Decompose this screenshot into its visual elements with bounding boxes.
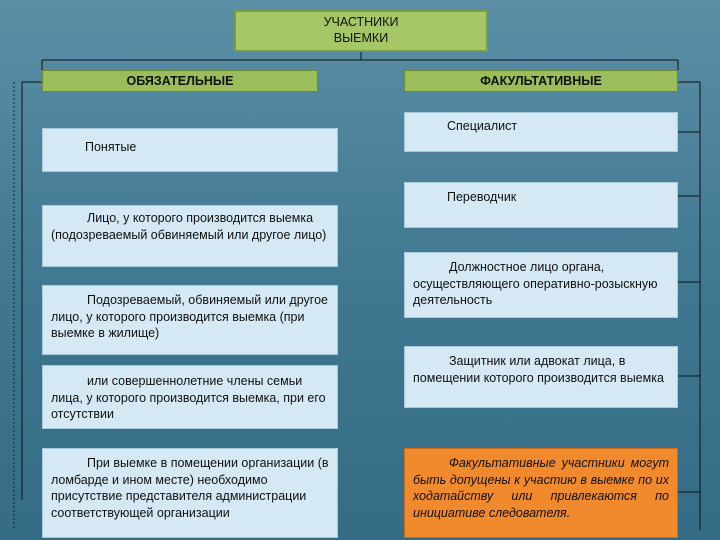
- optional-item-specialist: Специалист: [404, 112, 678, 152]
- category-mandatory: ОБЯЗАТЕЛЬНЫЕ: [42, 70, 318, 92]
- mandatory-item-witnesses: Понятые: [42, 128, 338, 172]
- optional-note: Факультативные участники могут быть допущены к участию в выемке по их ходатайству или привлекаются по инициативе следователя.: [404, 448, 678, 538]
- mandatory-item-organization: При выемке в помещении организации (в ломбарде и ином месте) необходимо присутствие представителя администрации соответствующей организации: [42, 448, 338, 538]
- optional-item-defender: Защитник или адвокат лица, в помещении которого производится выемка: [404, 346, 678, 408]
- mandatory-item-suspect: Подозреваемый, обвиняемый или другое лицо, у которого производится выемка (при выемке в жилище): [42, 285, 338, 355]
- optional-item-official: Должностное лицо органа, осуществляющего оперативно-розыскную деятельность: [404, 252, 678, 318]
- optional-item-translator: Переводчик: [404, 182, 678, 228]
- root-title-line2: ВЫЕМКИ: [333, 31, 389, 45]
- category-optional: ФАКУЛЬТАТИВНЫЕ: [404, 70, 678, 92]
- root-title-line1: УЧАСТНИКИ: [323, 15, 399, 30]
- mandatory-item-person: Лицо, у которого производится выемка (подозреваемый обвиняемый или другое лицо): [42, 205, 338, 267]
- mandatory-item-family: или совершеннолетние члены семьи лица, у которого производится выемка, при его отсутствии: [42, 365, 338, 429]
- root-node: [234, 10, 488, 52]
